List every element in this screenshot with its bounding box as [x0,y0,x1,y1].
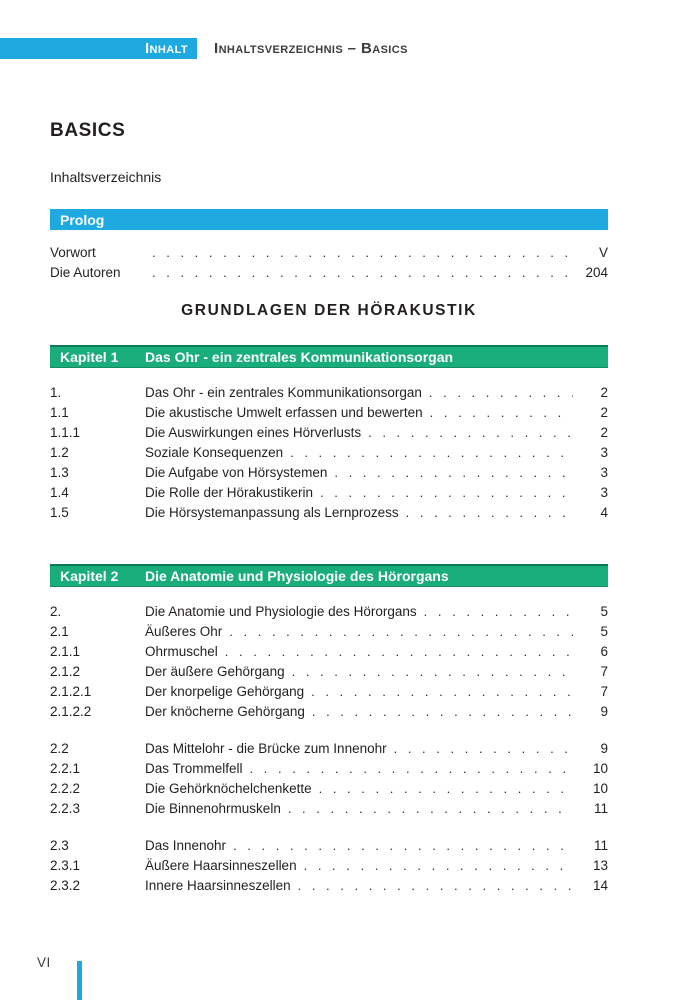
toc-entry [50,702,608,722]
dot-leader [406,503,573,523]
toc-entry [50,243,608,263]
page-subtitle: Inhaltsverzeichnis [50,169,162,185]
header-tab [0,38,197,59]
entry-page: 204 [585,265,608,280]
chapter2-toc-group1 [50,602,608,722]
entry-page: 11 [593,838,608,853]
entry-title: Die Binnenohrmuskeln [145,801,281,816]
entry-page: 2 [600,405,608,420]
dot-leader [424,602,573,622]
dot-leader [368,423,573,443]
dot-leader [429,383,573,403]
dot-leader [304,856,573,876]
entry-page: 10 [592,781,608,796]
toc-entry [50,662,608,682]
entry-title: Der knöcherne Gehörgang [145,704,305,719]
dot-leader [312,702,573,722]
toc-entry [50,876,608,896]
dot-leader [152,243,573,263]
entry-page: V [598,245,608,260]
header-title: Inhaltsverzeichnis – Basics [214,40,408,57]
header-tab-label: Inhalt [144,40,188,57]
chapter1-toc [50,383,608,523]
entry-page: 13 [592,858,608,873]
entry-page: 5 [600,624,608,639]
entry-title: Die Auswirkungen eines Hörverlusts [145,425,362,440]
entry-number: 2. [50,604,62,619]
entry-page: 7 [600,684,608,699]
toc-entry [50,622,608,642]
dot-leader [394,739,573,759]
toc-entry [50,403,608,423]
entry-number: 1. [50,385,62,400]
entry-title: Das Innenohr [145,838,227,853]
entry-title: Äußere Haarsinneszellen [145,858,297,873]
entry-label: Vorwort [50,245,96,260]
dot-leader [290,443,573,463]
content-column [50,120,608,896]
entry-number: 2.1.2 [50,664,81,679]
toc-entry [50,383,608,403]
entry-number: 2.2.3 [50,801,81,816]
dot-leader [320,483,573,503]
entry-label: Die Autoren [50,265,121,280]
toc-entry [50,463,608,483]
part-title: GRUNDLAGEN DER HÖRAKUSTIK [181,302,477,319]
entry-title: Der knorpelige Gehörgang [145,684,305,699]
chapter2-toc-group2 [50,739,608,819]
entry-title: Die Gehörknöchelchenkette [145,781,312,796]
dot-leader [250,759,573,779]
toc-entry [50,799,608,819]
entry-number: 1.4 [50,485,69,500]
entry-title: Die Anatomie und Physiologie des Hörorgans [145,604,417,619]
toc-entry [50,739,608,759]
entry-page: 14 [592,878,608,893]
dot-leader [292,662,573,682]
prolog-section-bar [50,209,608,230]
toc-entry [50,423,608,443]
entry-number: 2.3 [50,838,69,853]
chapter2-bar [50,564,608,587]
entry-page: 4 [600,505,608,520]
entry-title: Innere Haarsinneszellen [145,878,291,893]
entry-number: 2.1 [50,624,69,639]
entry-title: Ohrmuschel [145,644,218,659]
entry-number: 2.1.1 [50,644,81,659]
entry-title: Die akustische Umwelt erfassen und bewerten [145,405,423,420]
prolog-label: Prolog [60,211,105,228]
toc-entry [50,759,608,779]
entry-number: 1.5 [50,505,69,520]
dot-leader [311,682,573,702]
entry-title: Soziale Konsequenzen [145,445,284,460]
entry-number: 2.1.2.1 [50,684,92,699]
entry-page: 2 [600,425,608,440]
entry-page: 10 [592,761,608,776]
toc-entry [50,483,608,503]
entry-number: 2.1.2.2 [50,704,92,719]
entry-page: 9 [600,704,608,719]
toc-entry [50,779,608,799]
entry-number: 2.2.2 [50,781,81,796]
chapter2-title: Die Anatomie und Physiologie des Hörorgans [145,568,449,584]
entry-page: 11 [593,801,608,816]
entry-page: 2 [600,385,608,400]
entry-number: 2.3.1 [50,858,81,873]
dot-leader [319,779,573,799]
entry-page: 3 [600,485,608,500]
prolog-toc [50,243,608,283]
entry-title: Die Rolle der Hörakustikerin [145,485,314,500]
toc-entry [50,602,608,622]
entry-title: Das Ohr - ein zentrales Kommunikationsorgan [145,385,422,400]
entry-number: 2.2 [50,741,69,756]
chapter2-toc-group3 [50,836,608,896]
toc-entry [50,682,608,702]
entry-number: 1.3 [50,465,69,480]
footer-accent-bar [77,961,82,1000]
entry-page: 3 [600,465,608,480]
toc-entry [50,642,608,662]
entry-title: Der äußere Gehörgang [145,664,285,679]
dot-leader [225,642,573,662]
top-header [0,38,688,59]
toc-entry [50,856,608,876]
entry-page: 6 [600,644,608,659]
page-number: VI [37,955,51,970]
entry-page: 3 [600,445,608,460]
entry-number: 2.2.1 [50,761,81,776]
toc-entry [50,836,608,856]
entry-number: 1.1.1 [50,425,81,440]
dot-leader [298,876,573,896]
chapter2-label: Kapitel 2 [60,568,119,584]
dot-leader [233,836,573,856]
toc-entry [50,503,608,523]
toc-entry [50,263,608,283]
dot-leader [430,403,573,423]
dot-leader [288,799,573,819]
chapter1-bar [50,345,608,368]
entry-number: 1.2 [50,445,69,460]
chapter1-label: Kapitel 1 [60,349,119,365]
entry-title: Die Hörsystemanpassung als Lernprozess [145,505,399,520]
entry-page: 9 [600,741,608,756]
entry-page: 7 [600,664,608,679]
entry-title: Äußeres Ohr [145,624,223,639]
entry-title: Das Mittelohr - die Brücke zum Innenohr [145,741,387,756]
entry-title: Die Aufgabe von Hörsystemen [145,465,328,480]
entry-title: Das Trommelfell [145,761,243,776]
chapter1-title: Das Ohr - ein zentrales Kommunikationsorgan [145,349,454,365]
entry-number: 1.1 [50,405,69,420]
entry-number: 2.3.2 [50,878,81,893]
dot-leader [152,263,573,283]
toc-entry [50,443,608,463]
entry-page: 5 [600,604,608,619]
page-title: BASICS [50,120,126,141]
dot-leader [334,463,573,483]
dot-leader [229,622,573,642]
